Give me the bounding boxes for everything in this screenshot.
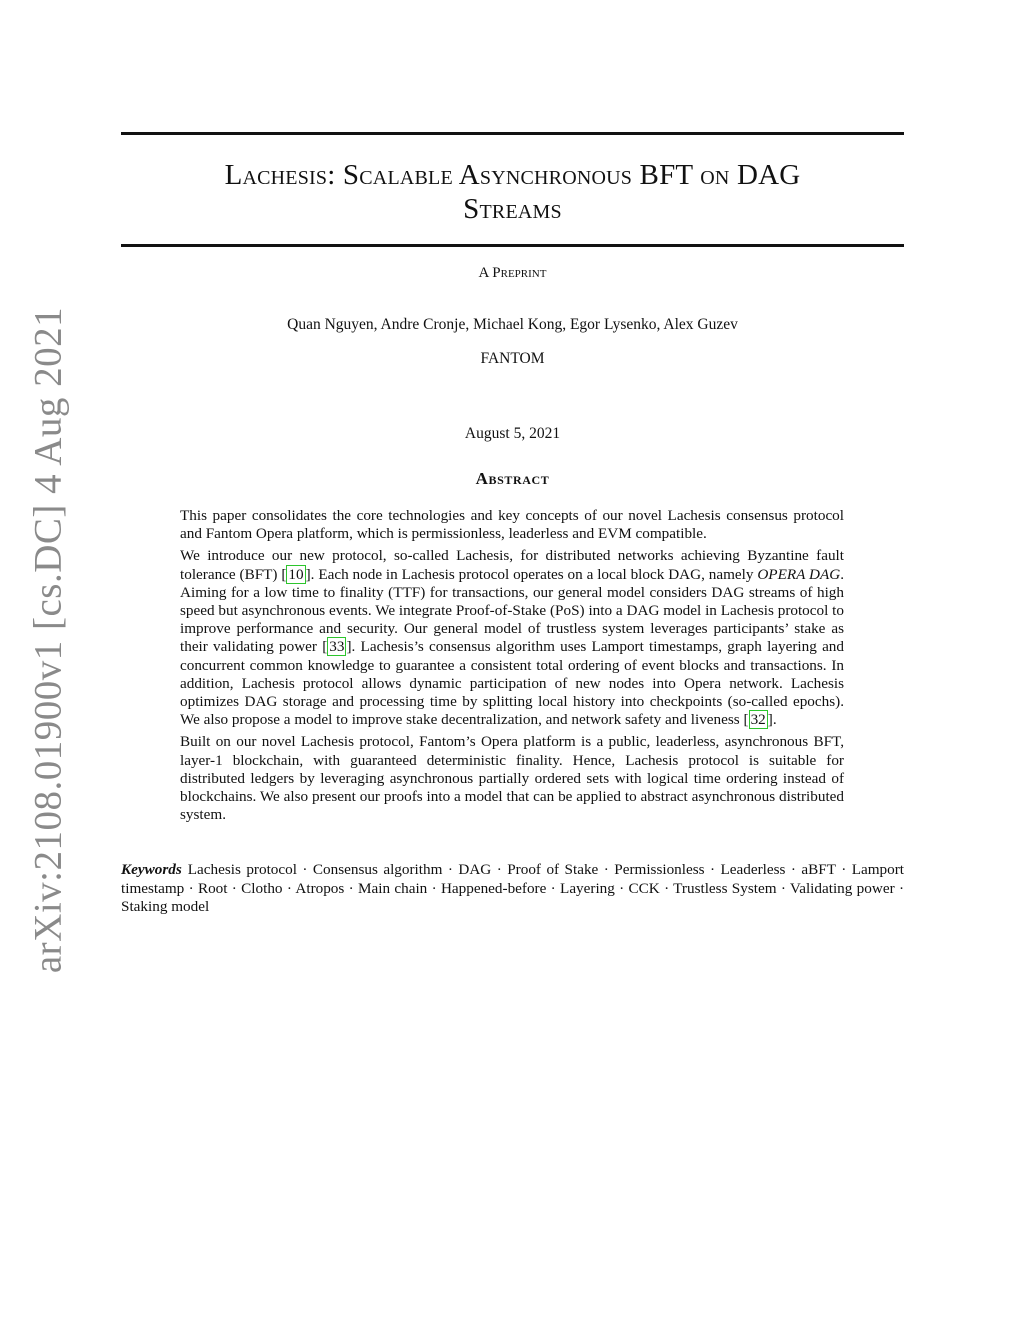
abstract-paragraph-1: This paper consolidates the core technologies and key concepts of our novel Lachesis consensus protocol and Fantom Opera platform, which is permissionless, leaderless and EVM compatible. [180, 507, 844, 543]
abstract-text: . [772, 711, 777, 729]
paper-title [121, 158, 904, 226]
abstract-heading: Abstract [475, 469, 550, 488]
author-list: Quan Nguyen, Andre Cronje, Michael Kong, Egor Lysenko, Alex Guzev [287, 316, 738, 333]
abstract-text: . Each node in Lachesis protocol operates on a local block DAG, namely [310, 565, 758, 583]
keywords-section [121, 861, 904, 917]
publication-date: August 5, 2021 [464, 425, 561, 442]
abstract-paragraph-2: We introduce our new protocol, so-called Lachesis, for distributed networks achieving Byzantine fault tolerance (BFT) [ 10 ]. Each node in Lachesis protocol operates on a local block DAG, namely OPERA DAG. Aiming for a low time to finality (TTF) for transactions, our general model considers DAG streams of high speed but asynchronous events. We integrate Proof-of-Stake (PoS) into a DAG model in Lachesis protocol to improve performance and security. Our general model of trustless system leverages participants’ stake as their validating power [ 33 ]. Lachesis’s consensus algorithm uses Lamport timestamps, graph layering and concurrent common knowledge to guarantee a consistent total ordering of event blocks and transactions. In addition, Lachesis protocol allows dynamic participation of new nodes into Opera network. Lachesis optimizes DAG storage and processing time by splitting local history into checkpoints (so-called epochs). We also propose a model to improve stake decentralization, and network safety and liveness [ 32 ]. [180, 547, 845, 729]
affiliation: FANTOM [480, 350, 545, 367]
keywords-list: Lachesis protocol · Consensus algorithm · DAG · Proof of Stake · Permissionless · Leaderless · aBFT · Lamport timestamp · Root · Clotho · Atropos · Main chain · Happened-before · Layering · CCK · Trustless System · Validating power · Staking model [121, 861, 904, 915]
keywords-label: Keywords [121, 861, 182, 878]
citation-link[interactable]: 33 [329, 638, 345, 656]
paper-title-line-1: Lachesis: Scalable Asynchronous BFT on DAG [224, 159, 801, 191]
abstract-text: . Lachesis’s consensus algorithm uses Lamport timestamps, graph layering and concurrent common knowledge to guarantee a consistent total ordering of event blocks and transactions. In addition, Lachesis protocol allows dynamic participation of new nodes into Opera network. Lachesis optimizes DAG storage and processing time by splitting local history into checkpoints (so-called epochs). We also propose a model to improve stake decentralization, and network safety and liveness [180, 638, 844, 729]
preprint-label: A Preprint [478, 265, 547, 281]
title-top-rule [121, 132, 904, 135]
citation-link[interactable]: 32 [750, 711, 766, 729]
citation-link[interactable]: 10 [288, 565, 304, 583]
title-bottom-rule [121, 244, 904, 247]
paper-title-line-2: Streams [463, 193, 562, 225]
arxiv-stamp: arXiv:2108.01900v1 [cs.DC] 4 Aug 2021 [26, 306, 70, 974]
abstract-text: . Aiming for a low time to finality (TTF) for transactions, our general model considers DAG streams of high speed but asynchronous events. We integrate Proof-of-Stake (PoS) into a DAG model in Lachesis protocol to improve performance and security. Our general model of trustless system leverages participants’ stake as their validating power [180, 565, 845, 656]
abstract-text: We introduce our new protocol, so-called Lachesis, for distributed networks achieving Byzantine fault tolerance (BFT) [180, 547, 844, 583]
abstract-body [180, 507, 844, 828]
opera-dag-term: OPERA DAG [757, 565, 841, 583]
abstract-paragraph-3: Built on our novel Lachesis protocol, Fantom’s Opera platform is a public, leaderless, asynchronous BFT, layer-1 blockchain, with guaranteed deterministic finality. Hence, Lachesis protocol is suitable for distributed ledgers by leveraging asynchronous partially ordered sets with logical time ordering instead of blockchains. We also present our proofs into a model that can be applied to abstract asynchronous distributed system. [180, 733, 844, 824]
